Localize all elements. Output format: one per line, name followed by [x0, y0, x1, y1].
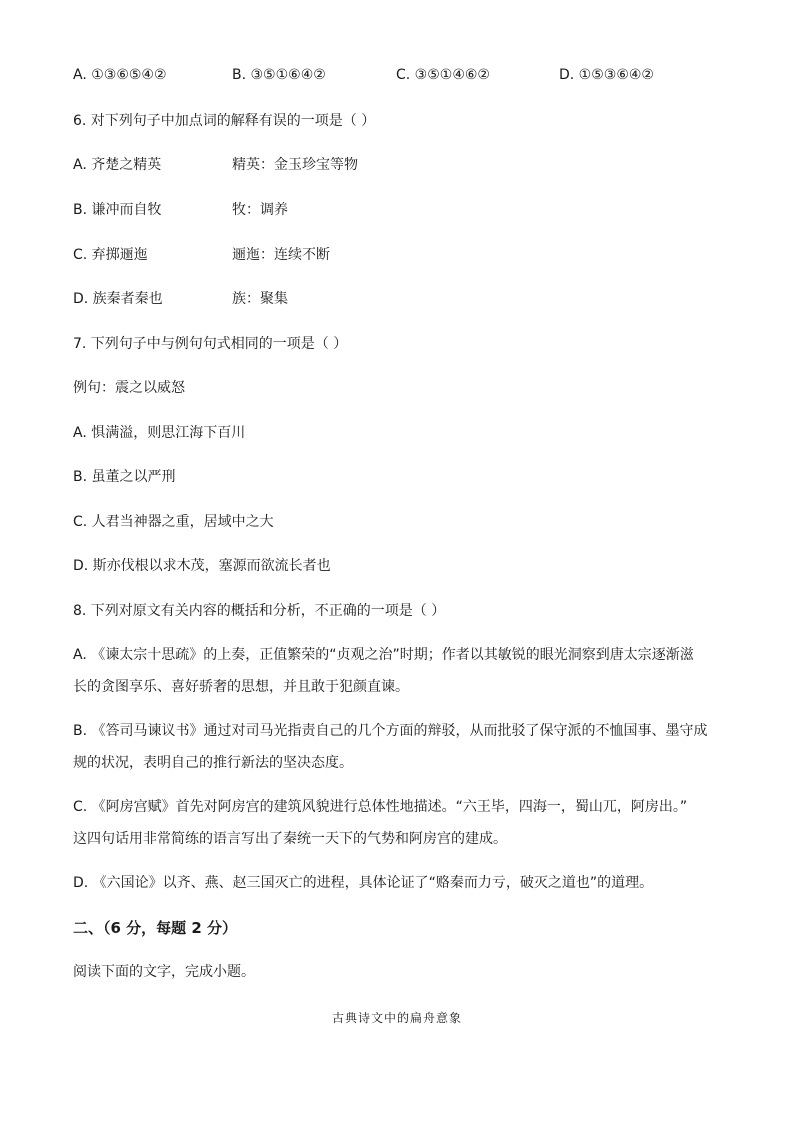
q6-option-d-word: D. 族秦者秦也: [73, 291, 163, 307]
q8-option-a-line2: 长的贪图享乐、喜好骄奢的思想，并且敢于犯颜直谏。: [73, 679, 409, 695]
q8-option-c-line2: 这四句话用非常简练的语言写出了秦统一天下的气势和阿房宫的建成。: [73, 831, 507, 847]
q7-option-a: A. 惧满溢，则思江海下百川: [73, 425, 246, 441]
q8-option-b-line1: B. 《答司马谏议书》通过对司马光指责自己的几个方面的辩驳，从而批驳了保守派的不恤国事、墨守成: [73, 723, 708, 739]
q6-option-c: [73, 246, 473, 264]
q8-option-b-line2: 规的状况，表明自己的推行新法的坚决态度。: [73, 755, 353, 771]
q7-example: 例句：震之以威怒: [73, 380, 185, 396]
q8-option-d-line1: D. 《六国论》以齐、燕、赵三国灭亡的进程，具体论证了“赂秦而力亏，破灭之道也”的道理。: [73, 875, 654, 891]
q6-option-a-word: A. 齐楚之精英: [73, 157, 162, 173]
q6-option-a: [73, 156, 473, 174]
q7-option-b: B. 虽董之以严刑: [73, 469, 176, 485]
q6-option-c-word: C. 弃掷逦迤: [73, 247, 148, 263]
q6-option-a-gloss: 精英：金玉珍宝等物: [232, 157, 358, 173]
q8-option-c-line1: C. 《阿房宫赋》首先对阿房宫的建筑风貌进行总体性地描述。“六王毕，四海一，蜀山兀，阿房出。”: [73, 799, 688, 815]
q8-option-a-line1: A. 《谏太宗十思疏》的上奏，正值繁荣的“贞观之治”时期；作者以其敏锐的眼光洞察到唐太宗逐渐滋: [73, 647, 694, 663]
q7-option-d: D. 斯亦伐根以求木茂，塞源而欲流长者也: [73, 558, 331, 574]
q6-option-b-word: B. 谦冲而自牧: [73, 202, 162, 218]
q8-stem: 8. 下列对原文有关内容的概括和分析，不正确的一项是（ ）: [73, 603, 446, 619]
q5-option-d: D. ①⑤③⑥④②: [559, 67, 654, 83]
q5-options: [73, 67, 753, 85]
section-2-heading: 二、（6 分，每题 2 分）: [73, 919, 238, 937]
q6-option-d: [73, 290, 473, 308]
passage-title: 古典诗文中的扁舟意象: [331, 1011, 462, 1025]
q6-stem: 6. 对下列句子中加点词的解释有误的一项是（ ）: [73, 113, 376, 129]
q5-option-b: B. ③⑤①⑥④②: [232, 67, 326, 83]
q6-option-b: [73, 201, 473, 219]
q5-option-a: A. ①③⑥⑤④②: [73, 67, 167, 83]
q6-option-c-gloss: 逦迤：连续不断: [232, 247, 330, 263]
q6-option-d-gloss: 族：聚集: [232, 291, 288, 307]
q5-option-c: C. ③⑤①④⑥②: [396, 67, 490, 83]
q7-option-c: C. 人君当神器之重，居域中之大: [73, 514, 274, 530]
section-2-instruction: 阅读下面的文字，完成小题。: [73, 964, 255, 980]
q7-stem: 7. 下列句子中与例句句式相同的一项是（ ）: [73, 336, 348, 352]
q6-option-b-gloss: 牧：调养: [232, 202, 288, 218]
